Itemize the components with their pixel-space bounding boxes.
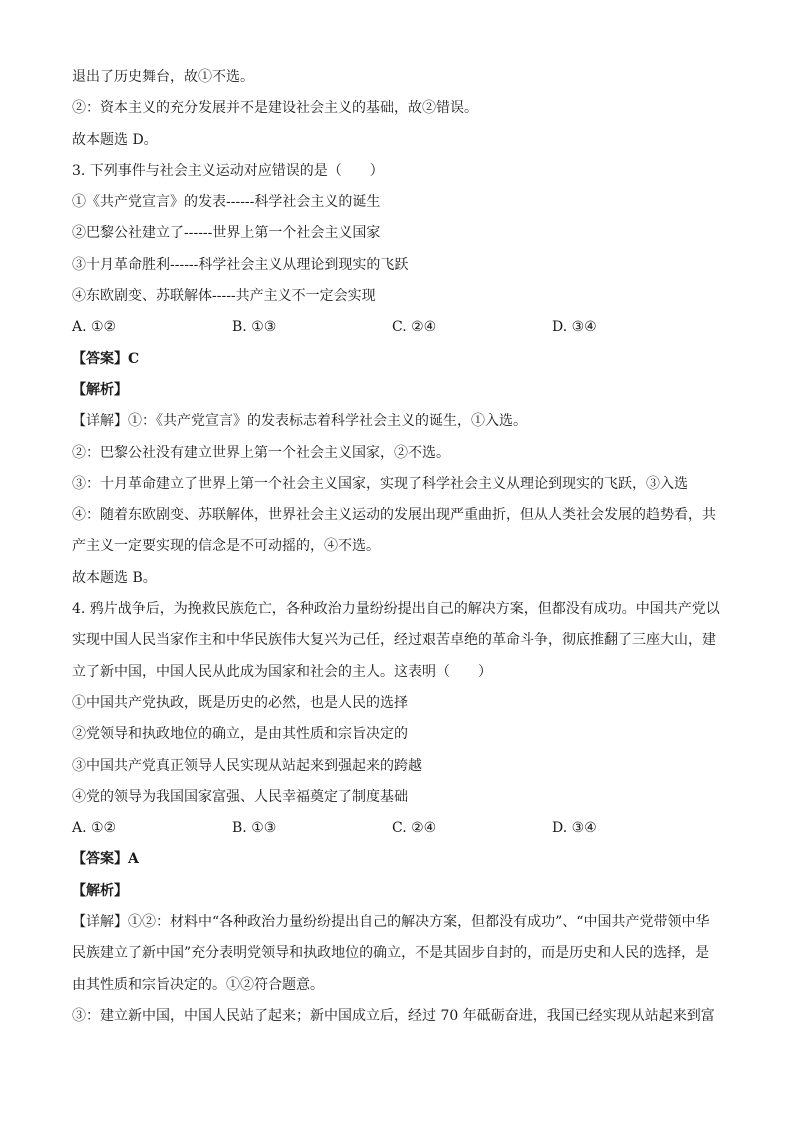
question-3-detail: 产主义一定要实现的信念是不可动摇的，④不选。 bbox=[72, 538, 380, 555]
question-4-item: ③中国共产党真正领导人民实现从站起来到强起来的跨越 bbox=[72, 757, 422, 774]
question-3-answer: 【答案】C bbox=[72, 350, 140, 367]
question-4-stem: 4. 鸦片战争后，为挽救民族危亡，各种政治力量纷纷提出自己的解决方案，但都没有成功。中国共产党以 bbox=[72, 601, 720, 618]
question-3-conclusion: 故本题选 B。 bbox=[72, 569, 157, 586]
question-3-analysis-label: 【解析】 bbox=[72, 381, 128, 398]
question-4-item: ①中国共产党执政，既是历史的必然，也是人民的选择 bbox=[72, 694, 408, 711]
question-3-item: ①《共产党宣言》的发表------科学社会主义的诞生 bbox=[72, 194, 381, 211]
question-3-item: ②巴黎公社建立了------世界上第一个社会主义国家 bbox=[72, 225, 381, 242]
question-4-detail: 民族建立了新中国”充分表明党领导和执政地位的确立，不是其固步自封的，而是历史和人民的选择，是 bbox=[72, 945, 710, 962]
question-3-detail: 【详解】①：《共产党宣言》的发表标志着科学社会主义的诞生，①入选。 bbox=[72, 413, 527, 430]
option-c: C. ②④ bbox=[392, 319, 437, 336]
question-4-detail: 由其性质和宗旨决定的。①②符合题意。 bbox=[72, 976, 324, 993]
option-d: D. ③④ bbox=[552, 820, 597, 837]
question-3-stem: 3. 下列事件与社会主义运动对应错误的是（ ） bbox=[72, 162, 384, 179]
question-4-answer: 【答案】A bbox=[72, 851, 139, 868]
document-page bbox=[72, 62, 722, 1032]
question-4-analysis-label: 【解析】 bbox=[72, 882, 128, 899]
option-a: A. ①② bbox=[72, 319, 117, 336]
question-4-options bbox=[72, 813, 722, 844]
question-4-stem: 立了新中国，中国人民从此成为国家和社会的主人。这表明（ ） bbox=[72, 663, 492, 680]
option-b: B. ①③ bbox=[232, 319, 277, 336]
question-4-stem: 实现中国人民当家作主和中华民族伟大复兴为己任，经过艰苦卓绝的革命斗争，彻底推翻了三座大山，建 bbox=[72, 632, 716, 649]
question-4-item: ④党的领导为我国国家富强、人民幸福奠定了制度基础 bbox=[72, 788, 408, 805]
question-3-item: ③十月革命胜利------科学社会主义从理论到现实的飞跃 bbox=[72, 256, 409, 273]
text-line: ②：资本主义的充分发展并不是建设社会主义的基础，故②错误。 bbox=[72, 100, 478, 117]
option-b: B. ①③ bbox=[232, 820, 277, 837]
option-a: A. ①② bbox=[72, 820, 117, 837]
question-3-item: ④东欧剧变、苏联解体-----共产主义不一定会实现 bbox=[72, 288, 376, 305]
text-line: 退出了历史舞台，故①不选。 bbox=[72, 69, 254, 85]
question-3-detail: ④：随着东欧剧变、苏联解体，世界社会主义运动的发展出现严重曲折，但从人类社会发展的趋势看，共 bbox=[72, 507, 716, 524]
option-d: D. ③④ bbox=[552, 319, 597, 336]
question-3-options bbox=[72, 312, 722, 343]
text-line: 故本题选 D。 bbox=[72, 131, 158, 148]
option-c: C. ②④ bbox=[392, 820, 437, 837]
question-4-detail: 【详解】①②：材料中“各种政治力量纷纷提出自己的解决方案，但都没有成功”、“中国共产党带领中华 bbox=[72, 914, 710, 931]
question-4-item: ②党领导和执政地位的确立，是由其性质和宗旨决定的 bbox=[72, 726, 408, 743]
question-3-detail: ③：十月革命建立了世界上第一个社会主义国家，实现了科学社会主义从理论到现实的飞跃，③入选 bbox=[72, 475, 688, 492]
question-4-detail: ③：建立新中国，中国人民站了起来；新中国成立后，经过 70 年砥砺奋进，我国已经实现从站起来到富 bbox=[72, 1007, 715, 1024]
question-3-detail: ②：巴黎公社没有建立世界上第一个社会主义国家，②不选。 bbox=[72, 444, 450, 461]
